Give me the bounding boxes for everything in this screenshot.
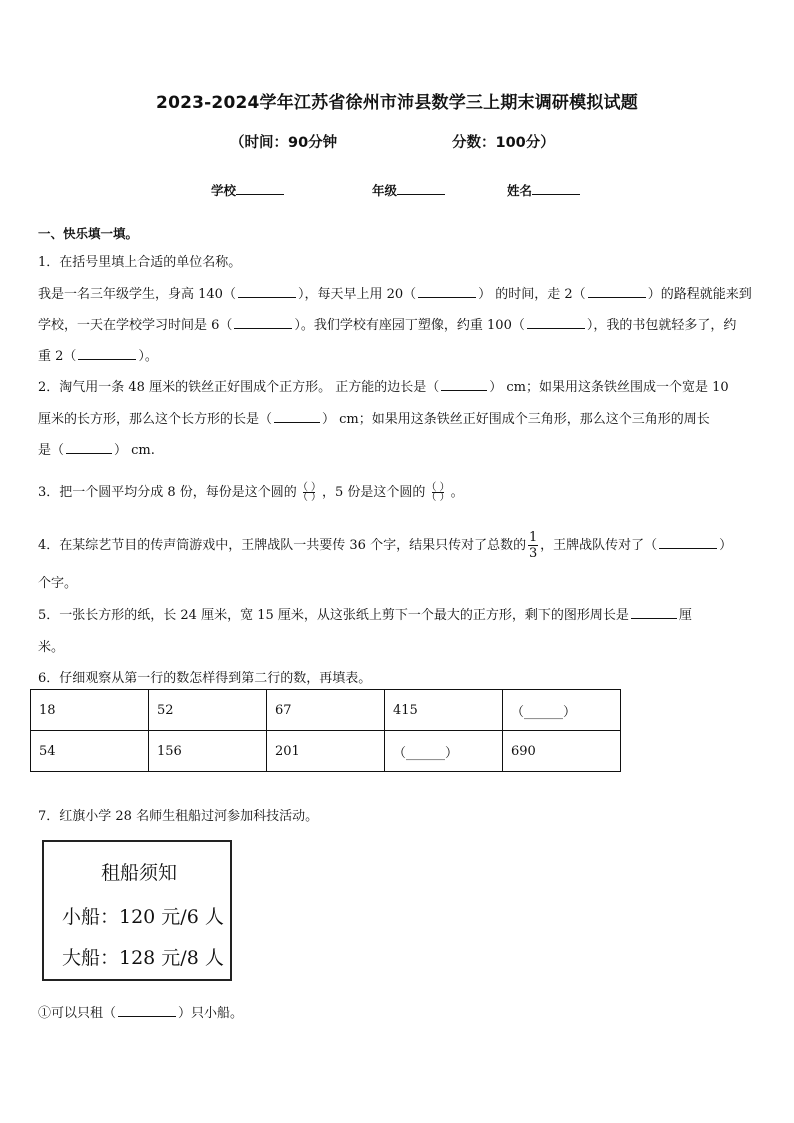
grade-field bbox=[372, 181, 445, 199]
name-field bbox=[507, 181, 580, 199]
table-row bbox=[31, 731, 621, 772]
denominator-blank: （ ） bbox=[426, 492, 450, 503]
q3-text: ，5 份是这个圆的 bbox=[322, 485, 426, 500]
q2-text: ） cm. bbox=[114, 443, 155, 458]
grade-blank[interactable] bbox=[397, 182, 445, 195]
name-label: 姓名 bbox=[507, 183, 533, 198]
q2-line-1 bbox=[38, 376, 729, 395]
table-cell: 201 bbox=[267, 731, 385, 772]
q2-text: ） cm；如果用这条铁丝正好围成个三角形，那么这个三角形的周长 bbox=[322, 412, 710, 427]
q6-stem: 6．仔细观察从第一行的数怎样得到第二行的数，再填表。 bbox=[38, 671, 372, 686]
answer-blank[interactable] bbox=[66, 441, 112, 454]
exam-time: （时间：90分钟 bbox=[230, 135, 338, 151]
q1-text: 我是一名三年级学生，身高 140（ bbox=[38, 287, 236, 302]
q1-text: 学校，一天在学校学习时间是 6（ bbox=[38, 318, 233, 333]
answer-blank[interactable] bbox=[659, 536, 717, 549]
school-blank[interactable] bbox=[236, 182, 284, 195]
table-cell: 18 bbox=[31, 690, 149, 731]
numerator-blank: （ ） bbox=[426, 482, 450, 493]
table-cell: 690 bbox=[503, 731, 621, 772]
answer-blank[interactable] bbox=[441, 378, 487, 391]
q4-line-1 bbox=[38, 531, 732, 560]
section-1-heading: 一、快乐填一填。 bbox=[38, 226, 139, 241]
q1-text: ），我的书包就轻多了，约 bbox=[586, 318, 737, 333]
q1-line-1 bbox=[38, 283, 752, 302]
q5-line-1 bbox=[38, 604, 692, 623]
q7-sub-1 bbox=[38, 1002, 243, 1021]
big-boat-price: 大船：128 元/8 人 bbox=[62, 947, 224, 969]
denominator-blank: （ ） bbox=[297, 492, 321, 503]
q4-text: 4．在某综艺节目的传声筒游戏中，王牌战队一共要传 36 个字，结果只传对了总数的 bbox=[38, 538, 527, 553]
answer-blank[interactable] bbox=[588, 285, 646, 298]
q5-text: 厘 bbox=[678, 608, 692, 623]
notice-title: 租船须知 bbox=[101, 862, 178, 884]
small-boat-price: 小船：120 元/6 人 bbox=[62, 906, 224, 928]
grade-label: 年级 bbox=[372, 183, 398, 198]
q5-line-2: 米。 bbox=[38, 640, 65, 655]
q3-line bbox=[38, 481, 464, 502]
q1-text: ）的路程就能来到 bbox=[647, 287, 752, 302]
q4-text: ，王牌战队传对了（ bbox=[540, 538, 658, 553]
name-blank[interactable] bbox=[532, 182, 580, 195]
numerator-blank: （ ） bbox=[297, 482, 321, 493]
table-cell-blank[interactable]: （______） bbox=[503, 690, 621, 731]
exam-title: 2023-2024学年江苏省徐州市沛县数学三上期末调研模拟试题 bbox=[156, 93, 638, 113]
numerator: 1 bbox=[528, 530, 538, 545]
answer-blank[interactable] bbox=[238, 285, 296, 298]
q1-text: 重 2（ bbox=[38, 349, 77, 364]
one-third-fraction bbox=[528, 531, 538, 560]
q7-text: ）只小船。 bbox=[178, 1006, 244, 1021]
q1-text: ）。 bbox=[138, 349, 158, 364]
exam-score: 分数：100分） bbox=[452, 135, 555, 151]
q4-text: ） bbox=[719, 538, 733, 553]
q2-text: ） cm；如果用这条铁丝围成一个宽是 10 bbox=[489, 380, 729, 395]
table-cell-blank[interactable]: （______） bbox=[385, 731, 503, 772]
fraction-blank[interactable] bbox=[298, 483, 321, 502]
q2-text: 厘米的长方形，那么这个长方形的长是（ bbox=[38, 412, 273, 427]
fraction-blank[interactable] bbox=[426, 483, 449, 502]
q6-table bbox=[30, 689, 621, 772]
q2-line-3 bbox=[38, 439, 155, 458]
answer-blank[interactable] bbox=[418, 285, 476, 298]
q1-text: ），每天早上用 20（ bbox=[297, 287, 417, 302]
q1-line-2 bbox=[38, 314, 736, 333]
q7-text: ①可以只租（ bbox=[38, 1006, 117, 1021]
answer-blank[interactable] bbox=[118, 1004, 176, 1017]
q1-text: ） 的时间，走 2（ bbox=[478, 287, 586, 302]
denominator: 3 bbox=[528, 546, 538, 561]
q1-text: ）。我们学校有座园丁塑像，约重 100（ bbox=[294, 318, 525, 333]
boat-rental-notice bbox=[42, 840, 232, 981]
answer-blank[interactable] bbox=[78, 347, 136, 360]
q3-text: 3．把一个圆平均分成 8 份，每份是这个圆的 bbox=[38, 485, 297, 500]
table-cell: 67 bbox=[267, 690, 385, 731]
q2-text: 2．淘气用一条 48 厘米的铁丝正好围成个正方形。 正方能的边长是（ bbox=[38, 380, 440, 395]
q1-line-3 bbox=[38, 345, 158, 364]
answer-blank[interactable] bbox=[274, 410, 320, 423]
table-cell: 52 bbox=[149, 690, 267, 731]
answer-blank[interactable] bbox=[234, 316, 292, 329]
q2-line-2 bbox=[38, 408, 710, 427]
school-label: 学校 bbox=[211, 183, 237, 198]
school-field bbox=[211, 181, 284, 199]
q5-text: 5．一张长方形的纸，长 24 厘米，宽 15 厘米，从这张纸上剪下一个最大的正方形，剩下的图形周长是 bbox=[38, 608, 629, 623]
q3-text: 。 bbox=[450, 485, 464, 500]
q7-stem: 7．红旗小学 28 名师生租船过河参加科技活动。 bbox=[38, 809, 319, 824]
table-cell: 415 bbox=[385, 690, 503, 731]
q2-text: 是（ bbox=[38, 443, 65, 458]
q1-stem: 1．在括号里填上合适的单位名称。 bbox=[38, 255, 242, 270]
answer-blank[interactable] bbox=[631, 606, 677, 619]
table-cell: 54 bbox=[31, 731, 149, 772]
answer-blank[interactable] bbox=[527, 316, 585, 329]
table-cell: 156 bbox=[149, 731, 267, 772]
q4-line-2: 个字。 bbox=[38, 576, 78, 591]
table-row bbox=[31, 690, 621, 731]
